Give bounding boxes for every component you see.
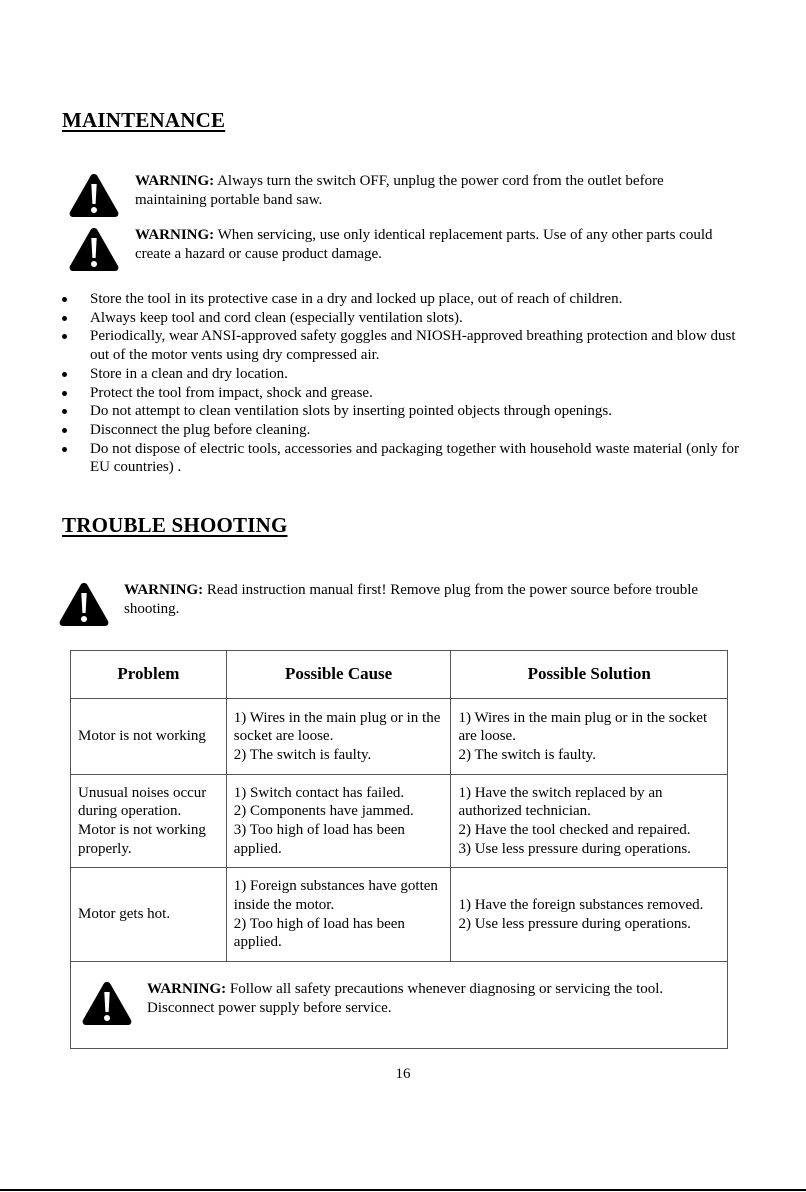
table-footer-row	[71, 962, 728, 1049]
footer-warning-cell	[71, 962, 728, 1049]
maintenance-list	[62, 290, 742, 477]
problem-cell: Motor is not working	[71, 699, 227, 775]
list-item: Do not attempt to clean ventilation slots by inserting pointed objects through openings.	[62, 402, 742, 421]
table-row	[71, 868, 728, 962]
cause-cell: 1) Foreign substances have gotten inside the motor. 2) Too high of load has been applied.	[226, 868, 451, 962]
warning-text	[124, 581, 724, 619]
warning-triangle-icon	[81, 980, 133, 1026]
solution-cell: 1) Wires in the main plug or in the socket are loose. 2) The switch is faulty.	[451, 699, 728, 775]
warning-label: WARNING:	[135, 173, 215, 189]
list-item: Periodically, wear ANSI-approved safety goggles and NIOSH-approved breathing protection and blow dust out of the motor vents using dry compressed air.	[62, 327, 742, 364]
warning-label: WARNING:	[135, 227, 215, 243]
warning-label: WARNING:	[147, 981, 227, 997]
table-header-row	[71, 651, 728, 699]
page-number: 16	[395, 1066, 411, 1082]
maintenance-heading: MAINTENANCE	[62, 108, 226, 132]
warning-body: Always turn the switch OFF, unplug the power cord from the outlet before maintaining portable band saw.	[135, 173, 664, 208]
warning-text	[147, 980, 727, 1018]
bottom-rule	[0, 1189, 806, 1191]
troubleshooting-table	[70, 650, 728, 1049]
list-item: Store in a clean and dry location.	[62, 365, 742, 384]
warning-triangle-icon	[68, 226, 120, 272]
solution-cell: 1) Have the switch replaced by an authorized technician. 2) Have the tool checked and repaired. 3) Use less pressure during operations.	[451, 775, 728, 868]
column-header-solution: Possible Solution	[451, 651, 728, 699]
maintenance-warning-2	[68, 226, 748, 272]
troubleshooting-heading: TROUBLE SHOOTING	[62, 513, 288, 537]
column-header-problem: Problem	[71, 651, 227, 699]
warning-triangle-icon	[68, 172, 120, 218]
cause-cell: 1) Switch contact has failed. 2) Components have jammed. 3) Too high of load has been applied.	[226, 775, 451, 868]
troubleshooting-warning	[58, 581, 748, 627]
list-item: Protect the tool from impact, shock and grease.	[62, 384, 742, 403]
cause-cell: 1) Wires in the main plug or in the socket are loose. 2) The switch is faulty.	[226, 699, 451, 775]
list-item: Do not dispose of electric tools, accessories and packaging together with household waste material (only for EU countries) .	[62, 440, 742, 477]
warning-body: Read instruction manual first! Remove plug from the power source before trouble shooting.	[124, 582, 699, 617]
warning-body: Follow all safety precautions whenever diagnosing or servicing the tool. Disconnect power supply before service.	[147, 981, 664, 1016]
solution-cell: 1) Have the foreign substances removed. 2) Use less pressure during operations.	[451, 868, 728, 962]
list-item: Disconnect the plug before cleaning.	[62, 421, 742, 440]
warning-body: When servicing, use only identical replacement parts. Use of any other parts could create a hazard or cause product damage.	[135, 227, 713, 262]
footer-warning	[81, 980, 721, 1026]
problem-cell: Motor gets hot.	[71, 868, 227, 962]
list-item: Always keep tool and cord clean (especially ventilation slots).	[62, 309, 742, 328]
table-row	[71, 699, 728, 775]
warning-triangle-icon	[58, 581, 110, 627]
maintenance-warning-1	[68, 172, 748, 218]
problem-cell: Unusual noises occur during operation. Motor is not working properly.	[71, 775, 227, 868]
list-item: Store the tool in its protective case in a dry and locked up place, out of reach of children.	[62, 290, 742, 309]
warning-text	[135, 226, 735, 264]
warning-text	[135, 172, 735, 210]
table-row	[71, 775, 728, 868]
column-header-cause: Possible Cause	[226, 651, 451, 699]
warning-label: WARNING:	[124, 582, 204, 598]
